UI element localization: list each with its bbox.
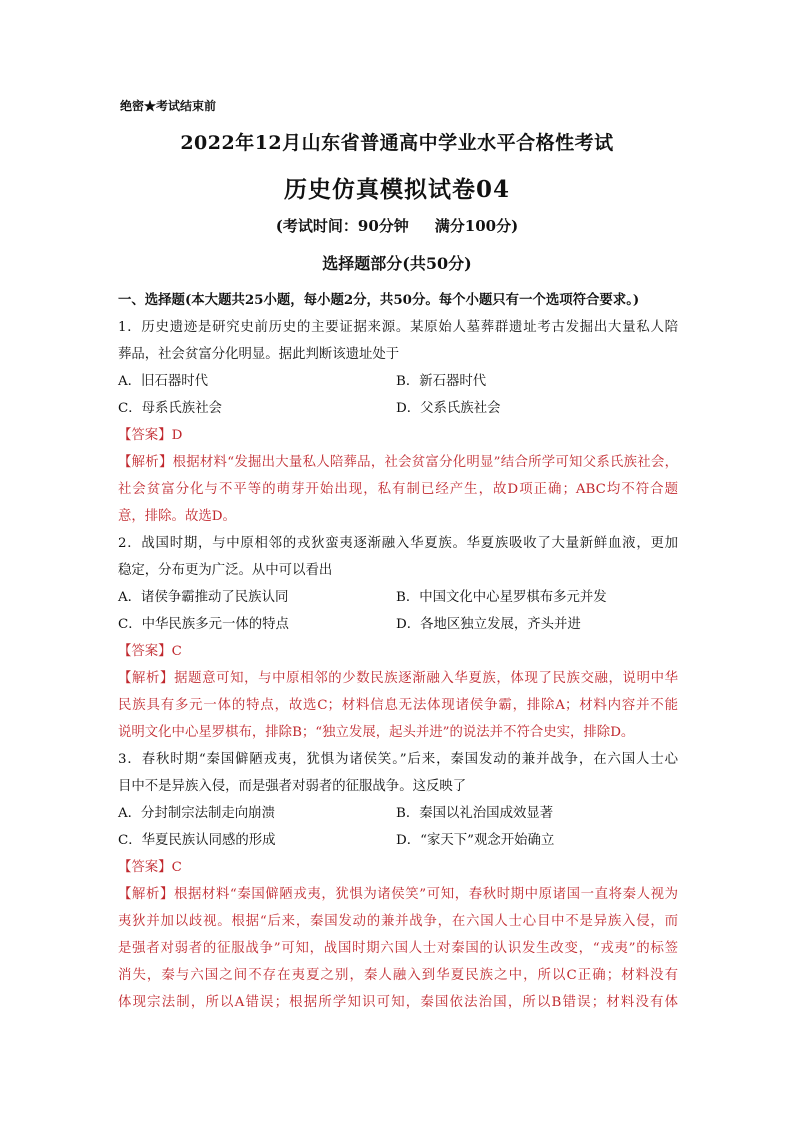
analysis-text: 根据材料“秦国僻陋戎夷，犹惧为诸侯笑”可知，春秋时期中原诸国一直将秦人视为 [173,887,678,902]
full-score: 满分100分) [434,217,519,235]
option-d: D．父系氏族社会 [396,401,501,416]
question-stem-line: 2．战国时期，与中原相邻的戎狄蛮夷逐渐融入华夏族。华夏族吸收了大量新鲜血液，更加 [118,536,678,551]
question-stem-line: 稳定，分布更为广泛。从中可以看出 [118,563,333,578]
answer-value: D [171,428,183,443]
exam-time: (考试时间：90分钟 [275,217,409,235]
option-a: A．诸侯争霸推动了民族认同 [118,590,289,605]
option-c: C．华夏民族认同感的形成 [118,833,276,848]
option-a: A．旧石器时代 [118,374,209,389]
answer-line [118,854,678,881]
analysis-line: 民族具有多元一体的特点，故选C；材料信息无法体现诸侯争霸，排除A；材料内容并不能 [118,698,678,713]
question-stem-line: 葬品，社会贫富分化明显。据此判断该遗址处于 [118,347,400,362]
exam-meta [0,215,794,236]
confidential-mark: 绝密★考试结束前 [120,99,217,113]
option-a: A．分封制宗法制走向崩溃 [118,806,275,821]
analysis-line [118,449,678,476]
analysis-line [118,665,678,692]
question-body [118,287,678,1016]
option-d: D．“家天下”观念开始确立 [396,833,555,848]
answer-value: C [171,644,182,659]
question-stem-line: 3．春秋时期“秦国僻陋戎夷，犹惧为诸侯笑。”后来，秦国发动的兼并战争，在六国人士心 [118,752,678,767]
option-b: B．新石器时代 [396,374,487,389]
question-1 [118,314,678,530]
answer-label: 【答案】 [118,428,172,443]
option-c: C．中华民族多元一体的特点 [118,617,289,632]
answer-label: 【答案】 [118,644,172,659]
question-2 [118,530,678,746]
question-stem-line: 1．历史遗迹是研究史前历史的主要证据来源。某原始人墓葬群遗址考古发掘出大量私人陪 [118,320,678,335]
analysis-line: 体现宗法制，所以A错误；根据所学知识可知，秦国依法治国，所以B错误；材料没有体 [118,995,678,1010]
analysis-line: 社会贫富分化与不平等的萌芽开始出现，私有制已经产生，故D项正确；ABC均不符合题 [118,482,678,497]
exam-title: 2022年12月山东省普通高中学业水平合格性考试 [180,132,614,154]
analysis-text: 据题意可知，与中原相邻的少数民族逐渐融入华夏族，体现了民族交融，说明中华 [174,671,678,686]
option-d: D．各地区独立发展，齐头并进 [396,617,581,632]
analysis-label: 【解析】 [118,455,173,470]
analysis-line: 意，排除。故选D。 [118,509,236,524]
answer-line [118,638,678,665]
analysis-line: 说明文化中心星罗棋布，排除B；“独立发展，起头并进”的说法并不符合史实，排除D。 [118,725,635,740]
analysis-line: 是强者对弱者的征服战争”可知，战国时期六国人士对秦国的认识发生改变，“戎夷”的标签 [118,941,678,956]
analysis-text: 根据材料“发掘出大量私人陪葬品，社会贫富分化明显”结合所学可知父系氏族社会， [172,455,678,470]
section-title: 选择题部分(共50分) [322,254,472,273]
analysis-line: 消失，秦与六国之间不存在夷夏之别，秦人融入到华夏民族之中，所以C正确；材料没有 [118,968,678,983]
question-stem-line: 目中不是异族入侵，而是强者对弱者的征服战争。这反映了 [118,779,467,794]
option-c: C．母系氏族社会 [118,401,222,416]
option-b: B．秦国以礼治国成效显著 [396,806,554,821]
analysis-label: 【解析】 [118,887,174,902]
option-b: B．中国文化中心星罗棋布多元并发 [396,590,607,605]
analysis-line: 夷狄并加以歧视。根据“后来，秦国发动的兼并战争，在六国人士心目中不是异族入侵，而 [118,914,678,929]
answer-value: C [171,860,182,875]
answer-label: 【答案】 [118,860,172,875]
analysis-label: 【解析】 [118,671,175,686]
paper-title: 历史仿真模拟试卷04 [283,176,510,203]
answer-line [118,422,678,449]
section-instructions: 一、选择题(本大题共25小题，每小题2分，共50分。每个小题只有一个选项符合要求。) [118,292,640,308]
analysis-line [118,881,678,908]
question-3 [118,746,678,1016]
